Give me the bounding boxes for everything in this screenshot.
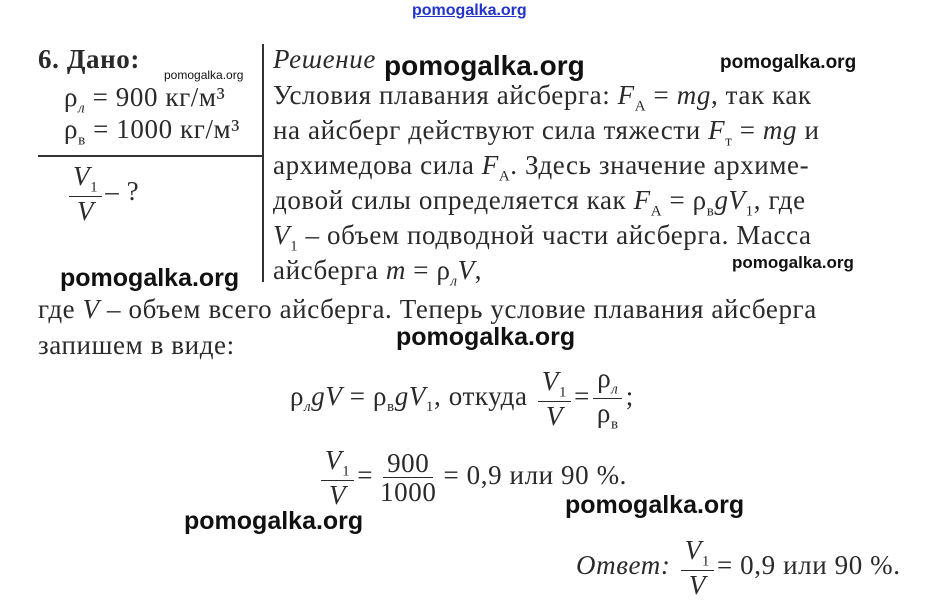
solution-full-line-1: где V – объем всего айсберга. Теперь условие плавания айсберга bbox=[38, 294, 817, 324]
solution-line-3: архимедова сила $F_А$. Здесь значение архиме- bbox=[273, 150, 810, 185]
watermark-medium: pomogalka.org bbox=[720, 52, 857, 73]
given-heading bbox=[38, 44, 140, 75]
watermark-large: pomogalka.org bbox=[565, 491, 745, 519]
watermark-top-link[interactable]: pomogalka.org bbox=[412, 2, 527, 19]
equation-1: $\rho_лgV = \rho_вgV_1$, откуда $\frac{V_1}{V}$ = $\frac{\rho_л}{\rho_в}$ ; bbox=[290, 363, 634, 433]
solution-heading: Решение bbox=[273, 44, 376, 74]
solution-line-1: Условия плавания айсберга: $F_А$ = mg, так как bbox=[273, 80, 812, 115]
watermark-medium: pomogalka.org bbox=[732, 253, 854, 272]
solution-full-line-2: запишем в виде: bbox=[38, 330, 235, 360]
given-divider bbox=[38, 155, 262, 157]
equation-2: $\frac{V_1}{V}$ = $\frac{900}{1000}$ = 0,9 или 90 %. bbox=[318, 446, 627, 509]
solution-line-2: на айсберг действуют сила тяжести $F_т$ = mg и bbox=[273, 115, 820, 150]
watermark-large: pomogalka.org bbox=[396, 323, 576, 351]
watermark-large: pomogalka.org bbox=[184, 507, 364, 535]
solution-line-4: довой силы определяется как $F_А = \rho_вgV_1$, где bbox=[273, 185, 806, 220]
solution-line-6: айсберга $m = \rho_лV$, bbox=[273, 255, 483, 290]
given-vertical-divider bbox=[262, 44, 264, 282]
watermark-large: pomogalka.org bbox=[60, 264, 240, 292]
find-fraction: $\frac{V_1}{V}$ – ? bbox=[66, 162, 139, 225]
given-row-water-density: $\rho_в = 1000$ кг/м³ bbox=[64, 114, 240, 149]
watermark-large: pomogalka.org bbox=[384, 50, 585, 81]
given-title: Дано: bbox=[66, 44, 140, 74]
problem-number: 6. bbox=[38, 44, 60, 74]
watermark-small: pomogalka.org bbox=[164, 68, 244, 82]
solution-line-5: $V_1$ – объем подводной части айсберга. Масса bbox=[273, 220, 812, 255]
answer: Ответ: $\frac{V_1}{V}$ = 0,9 или 90 %. bbox=[576, 535, 901, 601]
given-row-ice-density: $\rho_л = 900$ кг/м³ bbox=[64, 82, 226, 117]
